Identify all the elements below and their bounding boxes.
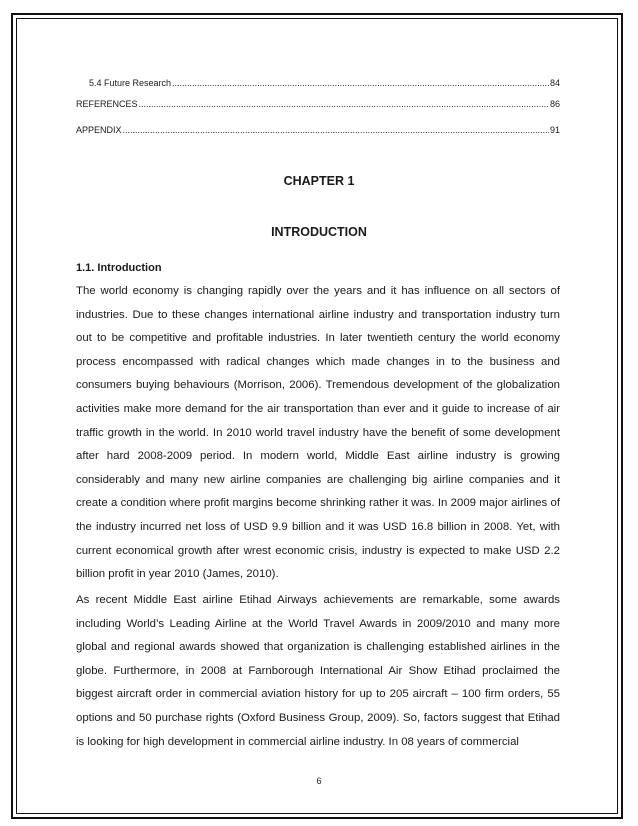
toc-leader (139, 99, 549, 109)
toc-page: 84 (549, 78, 560, 88)
toc-leader (123, 125, 549, 135)
toc-label: 5.4 Future Research (89, 78, 172, 88)
toc-label: REFERENCES (76, 99, 138, 109)
toc-entry-references (76, 99, 560, 109)
toc-label: APPENDIX (76, 125, 122, 135)
section-heading: 1.1. Introduction (76, 262, 162, 274)
paragraph-1: The world economy is changing rapidly over the years and it has influence on all sectors of industries. Due to these changes international airline industry and transportation industry turn out to be competitive and profitable industries. In later twentieth century the world economy process encompassed with radical changes which made changes in to the business and consumers buying behaviours (Morrison, 2006). Tremendous development of the globalization activities make more demand for the air transportation than ever and it guide to increase of air traffic growth in the world. In 2010 world travel industry have the benefit of some development after hard 2008-2009 period. In modern world, Middle East airline industry is growing considerably and many new airline companies are challenging big airline companies and it create a condition where profit margins become shrinking rather it was. In 2009 major airlines of the industry incurred net loss of USD 9.9 billion and it was USD 16.8 billion in 2008. Yet, with current economical growth after wrest economic crisis, industry is expected to make USD 2.2 billion profit in year 2010 (James, 2010). (76, 285, 560, 581)
paragraph-2: As recent Middle East airline Etihad Airways achievements are remarkable, some awards including World’s Leading Airline at the World Travel Awards in 2009/2010 and many more global and regional awards showed that organization is challenging established airlines in the globe. Furthermore, in 2008 at Farnborough International Air Show Etihad proclaimed the biggest aircraft order in commercial aviation history for up to 205 aircraft – 100 firm orders, 55 options and 50 purchase rights (Oxford Business Group, 2009). So, factors suggest that Etihad is looking for high development in commercial airline industry. In 08 years of commercial (76, 594, 560, 748)
toc-entry-future-research (89, 78, 560, 88)
toc-leader (172, 78, 549, 88)
toc-page: 91 (549, 125, 560, 135)
toc-entry-appendix (76, 125, 560, 135)
chapter-label: CHAPTER 1 (283, 174, 355, 188)
page-number: 6 (316, 776, 322, 786)
toc-page: 86 (549, 99, 560, 109)
chapter-title: INTRODUCTION (271, 225, 367, 239)
